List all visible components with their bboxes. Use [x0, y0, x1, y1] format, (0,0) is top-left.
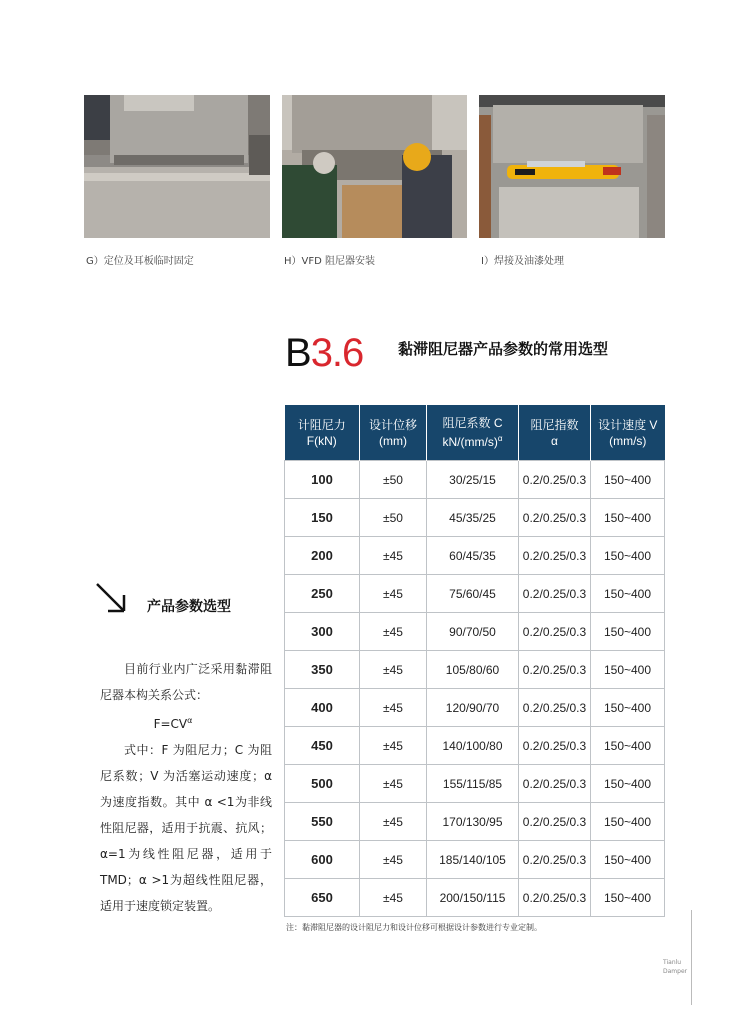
cell-force: 250 [285, 575, 360, 613]
brand-mark [663, 958, 687, 976]
sidebar-para-explanation: 式中：F 为阻尼力；C 为阻尼系数；V 为活塞运动速度；α 为速度指数。其中 α <1为非线性阻尼器，适用于抗震、抗风；α=1为线性阻尼器，适用于TMD；α >1为超线性阻尼器，适用于速度锁定装置。 [100, 743, 272, 913]
cell-exponent: 0.2/0.25/0.3 [519, 575, 591, 613]
cell-coefficient: 155/115/85 [427, 765, 519, 803]
cell-coefficient: 90/70/50 [427, 613, 519, 651]
header-damping-exponent: 阻尼指数 α [519, 405, 591, 461]
table-row [285, 689, 665, 727]
table-row [285, 537, 665, 575]
cell-displacement: ±45 [360, 803, 427, 841]
cell-displacement: ±45 [360, 765, 427, 803]
table-row [285, 575, 665, 613]
table-row [285, 461, 665, 499]
cell-exponent: 0.2/0.25/0.3 [519, 499, 591, 537]
cell-velocity: 150~400 [591, 803, 665, 841]
section-title: 黏滞阻尼器产品参数的常用选型 [398, 340, 609, 358]
brand-line-1: Tianlu [663, 959, 682, 966]
table-row [285, 651, 665, 689]
cell-force: 400 [285, 689, 360, 727]
photo-welding-painting [479, 95, 665, 238]
header-force: 计阻尼力 F(kN) [285, 405, 360, 461]
cell-displacement: ±50 [360, 499, 427, 537]
section-code [285, 330, 363, 376]
cell-coefficient: 75/60/45 [427, 575, 519, 613]
cell-coefficient: 185/140/105 [427, 841, 519, 879]
header-velocity: 设计速度 V (mm/s) [591, 405, 665, 461]
cell-velocity: 150~400 [591, 765, 665, 803]
parameter-table [284, 405, 665, 917]
brand-line-2: Damper [663, 968, 688, 975]
cell-velocity: 150~400 [591, 499, 665, 537]
cell-force: 200 [285, 537, 360, 575]
cell-exponent: 0.2/0.25/0.3 [519, 651, 591, 689]
cell-displacement: ±45 [360, 651, 427, 689]
table-note: 注：黏滞阻尼器的设计阻尼力和设计位移可根据设计参数进行专业定制。 [286, 923, 542, 932]
caption-h: H）VFD 阻尼器安装 [284, 256, 375, 267]
cell-exponent: 0.2/0.25/0.3 [519, 537, 591, 575]
table-row [285, 803, 665, 841]
cell-displacement: ±45 [360, 537, 427, 575]
table-row [285, 841, 665, 879]
sidebar-body [100, 656, 272, 919]
cell-coefficient: 60/45/35 [427, 537, 519, 575]
sidebar-para-intro: 目前行业内广泛采用黏滞阻尼器本构关系公式： [100, 662, 272, 702]
cell-velocity: 150~400 [591, 537, 665, 575]
cell-force: 150 [285, 499, 360, 537]
cell-displacement: ±45 [360, 575, 427, 613]
cell-force: 100 [285, 461, 360, 499]
cell-displacement: ±50 [360, 461, 427, 499]
cell-velocity: 150~400 [591, 461, 665, 499]
arrow-down-right-icon [94, 581, 128, 615]
cell-coefficient: 170/130/95 [427, 803, 519, 841]
table-row [285, 879, 665, 917]
cell-exponent: 0.2/0.25/0.3 [519, 841, 591, 879]
header-damping-coefficient: 阻尼系数 C $kN/(mm/s)^\alpha$ [427, 405, 519, 461]
cell-exponent: 0.2/0.25/0.3 [519, 461, 591, 499]
cell-velocity: 150~400 [591, 689, 665, 727]
cell-exponent: 0.2/0.25/0.3 [519, 879, 591, 917]
table-row [285, 727, 665, 765]
cell-force: 350 [285, 651, 360, 689]
cell-coefficient: 140/100/80 [427, 727, 519, 765]
header-displacement: 设计位移 (mm) [360, 405, 427, 461]
cell-force: 650 [285, 879, 360, 917]
cell-velocity: 150~400 [591, 613, 665, 651]
sidebar-heading: 产品参数选型 [147, 599, 231, 615]
cell-velocity: 150~400 [591, 879, 665, 917]
cell-displacement: ±45 [360, 727, 427, 765]
cell-force: 600 [285, 841, 360, 879]
cell-force: 500 [285, 765, 360, 803]
cell-velocity: 150~400 [591, 841, 665, 879]
table-row [285, 613, 665, 651]
cell-force: 300 [285, 613, 360, 651]
cell-coefficient: 105/80/60 [427, 651, 519, 689]
cell-exponent: 0.2/0.25/0.3 [519, 613, 591, 651]
cell-velocity: 150~400 [591, 575, 665, 613]
cell-displacement: ±45 [360, 613, 427, 651]
cell-exponent: 0.2/0.25/0.3 [519, 765, 591, 803]
photo-vfd-installation [282, 95, 467, 238]
cell-displacement: ±45 [360, 879, 427, 917]
cell-velocity: 150~400 [591, 727, 665, 765]
cell-displacement: ±45 [360, 841, 427, 879]
cell-coefficient: 120/90/70 [427, 689, 519, 727]
margin-rule [691, 910, 692, 1005]
cell-exponent: 0.2/0.25/0.3 [519, 727, 591, 765]
table-header-row [285, 405, 665, 461]
section-code-number: 3.6 [310, 331, 364, 375]
table-row [285, 499, 665, 537]
caption-g: G）定位及耳板临时固定 [86, 256, 194, 267]
cell-force: 450 [285, 727, 360, 765]
sidebar-formula: $F=CV^\alpha$ [153, 716, 193, 731]
table-row [285, 765, 665, 803]
cell-force: 550 [285, 803, 360, 841]
table-body [285, 461, 665, 917]
photo-positioning [84, 95, 270, 238]
cell-coefficient: 200/150/115 [427, 879, 519, 917]
cell-exponent: 0.2/0.25/0.3 [519, 803, 591, 841]
cell-coefficient: 30/25/15 [427, 461, 519, 499]
cell-displacement: ±45 [360, 689, 427, 727]
cell-coefficient: 45/35/25 [427, 499, 519, 537]
cell-exponent: 0.2/0.25/0.3 [519, 689, 591, 727]
cell-velocity: 150~400 [591, 651, 665, 689]
section-code-letter: B [285, 331, 311, 375]
caption-i: I）焊接及油漆处理 [481, 256, 564, 267]
